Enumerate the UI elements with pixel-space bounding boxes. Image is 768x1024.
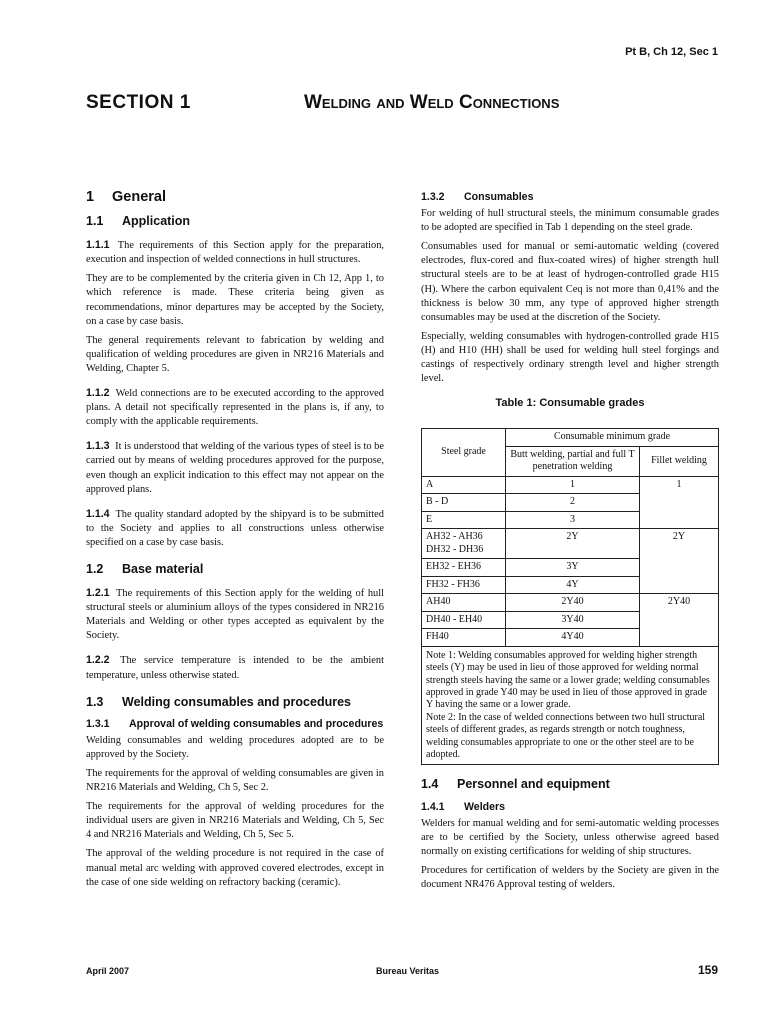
cell-steel-grade: DH40 - EH40	[422, 611, 506, 629]
paragraph-text: The quality standard adopted by the shipyard is to be submitted to the Society and applies to all constructions unless otherwise specified on a case by case basis.	[86, 508, 384, 548]
cell-butt: 3Y	[506, 559, 640, 577]
right-column	[421, 190, 719, 897]
cell-butt: 1	[506, 476, 640, 494]
header-fillet-welding: Fillet welding	[640, 446, 719, 476]
heading-number: 1.3.2	[421, 191, 445, 203]
table-note-1: Note 1: Welding consumables approved for welding higher strength steels (Y) may be used in lieu of those approved for welding normal strength steels having the same or a lower grade; welding consumables approved in grade Y40 may be used in lieu of those approved in grade Y having the same or a lower grade.	[426, 649, 710, 711]
paragraph-text: The requirements of this Section apply for the preparation, execution and inspection of welded connections in hull structures.	[86, 240, 384, 266]
paragraph-number: 1.2.2	[86, 654, 110, 667]
paragraph-1-2-2	[86, 653, 384, 682]
steel-grade-line: DH32 - DH36	[426, 543, 484, 555]
paragraph-number: 1.1.3	[86, 440, 110, 453]
heading-welders	[421, 800, 719, 814]
cell-steel-grade: AH40	[422, 594, 506, 612]
heading-general	[86, 190, 384, 204]
consumable-grades-table	[421, 428, 719, 765]
paragraph-1-2-1	[86, 586, 384, 643]
paragraph: The requirements for the approval of welding procedures for the individual users are given in NR216 Materials and Welding, Ch 5, Sec 4 and NR216 Materials and Welding, Ch 5, Sec 5.	[86, 801, 384, 841]
heading-number: 1.1	[86, 214, 104, 229]
paragraph-1-1-4	[86, 507, 384, 550]
paragraph-text: The service temperature is intended to be the ambient temperature, unless otherwise stated.	[86, 655, 384, 681]
heading-number: 1.3.1	[86, 717, 110, 730]
heading-text: Application	[122, 214, 191, 229]
paragraph-number: 1.2.1	[86, 587, 110, 600]
cell-steel-grade: EH32 - EH36	[422, 559, 506, 577]
paragraph-text: The requirements of this Section apply for the welding of hull structural steels or aluminium alloys of the types considered in NR216 Materials and Welding or other types accepted as equivalent by the Society.	[86, 588, 384, 642]
paragraph-text: It is understood that welding of the various types of steel is to be carried out by means of welding procedures approved for the purpose, even though an explicit indication to this effect may not appear on the approved plans.	[86, 441, 384, 495]
paragraph: For welding of hull structural steels, the minimum consumable grades to be adopted are specified in Tab 1 depending on the steel grade.	[421, 208, 719, 234]
cell-butt: 2	[506, 494, 640, 512]
header-steel-grade: Steel grade	[422, 429, 506, 477]
heading-text: Welding consumables and procedures	[122, 694, 351, 709]
paragraph: Procedures for certification of welders by the Society are given in the document NR476 Approval testing of welders.	[421, 864, 719, 891]
paragraph-1-1-1	[86, 238, 384, 267]
header-butt-welding: Butt welding, partial and full T penetration welding	[506, 446, 640, 476]
heading-text: Consumables	[464, 191, 534, 203]
heading-text: Approval of welding consumables and procedures	[129, 717, 384, 730]
paragraph: Consumables used for manual or semi-automatic welding (covered electrodes, flux-cored and flux-coated wires) of higher strength hull structural steels are to be at least of hydrogen-controlled grade H15 (H). Where the carbon equivalent Ceq is not more than 0,41% and the thickness is below 30 mm, any type of approved higher strength consumables may be used at the discretion of the Society.	[421, 241, 719, 323]
heading-text: Welders	[464, 800, 506, 813]
cell-fillet: 2Y40	[640, 594, 719, 647]
heading-text: Personnel and equipment	[457, 777, 610, 792]
cell-butt: 2Y	[506, 529, 640, 559]
heading-number: 1.4	[421, 777, 439, 792]
heading-welding-consumables	[86, 695, 384, 709]
table-row	[422, 529, 719, 559]
heading-base-material	[86, 562, 384, 576]
cell-steel-grade: B - D	[422, 494, 506, 512]
page-header-reference: Pt B, Ch 12, Sec 1	[625, 46, 718, 58]
heading-consumables	[421, 190, 719, 204]
table-header-row	[422, 429, 719, 447]
page-number: 159	[697, 963, 718, 977]
paragraph-number: 1.1.4	[86, 507, 110, 520]
heading-text: General	[112, 189, 166, 205]
heading-application	[86, 214, 384, 228]
paragraph-number: 1.1.1	[86, 239, 110, 252]
cell-steel-grade	[422, 529, 506, 559]
heading-personnel	[421, 777, 719, 791]
paragraph-text: Weld connections are to be executed according to the approved plans. A detail not specifically represented in the plans is, if any, to comply with the applicable requirements.	[86, 388, 384, 428]
paragraph: Welding consumables and welding procedures adopted are to be approved by the Society.	[86, 734, 384, 760]
section-title: Welding and Weld Connections	[304, 92, 560, 113]
cell-fillet: 1	[640, 476, 719, 529]
paragraph: The approval of the welding procedure is not required in the case of manual metal arc welding with approved covered electrodes, except in the case of one side welding on refractory backing (ceramic).	[86, 848, 384, 888]
table-caption: Table 1: Consumable grades	[495, 397, 645, 410]
left-column	[86, 190, 384, 895]
paragraph-1-1-2	[86, 386, 384, 429]
cell-butt: 3Y40	[506, 611, 640, 629]
header-consumable-minimum-grade: Consumable minimum grade	[506, 429, 719, 447]
paragraph-1-1-3	[86, 439, 384, 496]
paragraph-number: 1.1.2	[86, 387, 110, 400]
paragraph: The requirements for the approval of welding consumables are given in NR216 Materials and Welding, Ch 5, Sec 2.	[86, 768, 384, 794]
cell-fillet: 2Y	[640, 529, 719, 594]
cell-butt: 2Y40	[506, 594, 640, 612]
heading-approval	[86, 717, 384, 731]
steel-grade-line: AH32 - AH36	[426, 531, 483, 543]
cell-steel-grade: FH32 - FH36	[422, 576, 506, 594]
heading-text: Base material	[122, 561, 204, 576]
cell-steel-grade: FH40	[422, 629, 506, 647]
cell-steel-grade: E	[422, 511, 506, 529]
section-number: SECTION 1	[86, 92, 191, 113]
cell-butt: 4Y	[506, 576, 640, 594]
table-row	[422, 476, 719, 494]
cell-butt: 3	[506, 511, 640, 529]
paragraph: Especially, welding consumables with hydrogen-controlled grade H15 (H) and H10 (HH) shall be used for welding hull steel forgings and castings of respectively ordinary strength level and higher strength level.	[421, 330, 719, 385]
table-notes	[422, 646, 719, 765]
cell-butt: 4Y40	[506, 629, 640, 647]
table-notes-row	[422, 646, 719, 765]
heading-number: 1	[86, 189, 95, 205]
table-note-2: Note 2: In the case of welded connections between two hull structural steels of different grades, as regards strength or notch toughness, welding consumables appropriate to one or the other steel are to be adopted.	[426, 711, 706, 761]
heading-number: 1.4.1	[421, 800, 445, 813]
footer-date: April 2007	[86, 966, 130, 976]
paragraph: Welders for manual welding and for semi-automatic welding processes are to be certified by the Society, unless otherwise agreed based normally on existing certifications for welding of ship structures.	[421, 817, 719, 857]
heading-number: 1.3	[86, 694, 104, 709]
paragraph: They are to be complemented by the criteria given in Ch 12, App 1, to which reference is made. These criteria being given as recommendations, minor departures may be accepted by the Society, on a case by case basis.	[86, 273, 384, 327]
paragraph: The general requirements relevant to fabrication by welding and qualification of welding procedures are given in NR216 Materials and Welding, Chapter 5.	[86, 334, 384, 374]
footer-publisher: Bureau Veritas	[376, 966, 440, 976]
cell-steel-grade: A	[422, 476, 506, 494]
heading-number: 1.2	[86, 561, 104, 576]
table-row	[422, 594, 719, 612]
